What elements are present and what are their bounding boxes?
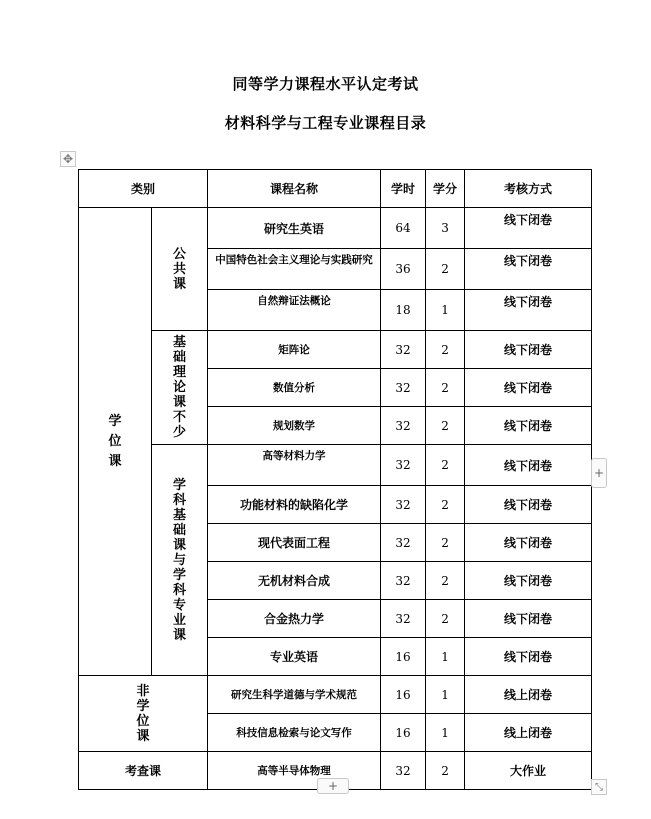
course-name: 无机材料合成 xyxy=(208,562,381,600)
course-hours: 16 xyxy=(381,676,426,714)
table-row xyxy=(79,208,592,249)
course-name: 自然辩证法概论 xyxy=(208,290,381,331)
course-credits: 2 xyxy=(426,562,465,600)
course-credits: 2 xyxy=(426,524,465,562)
course-name: 高等半导体物理 xyxy=(208,752,381,790)
course-name: 数值分析 xyxy=(208,369,381,407)
course-table xyxy=(78,169,592,790)
add-column-button[interactable]: + xyxy=(591,458,607,488)
course-hours: 64 xyxy=(381,208,426,249)
course-credits: 1 xyxy=(426,676,465,714)
course-assessment: 线下闭卷 xyxy=(465,638,592,676)
course-name: 中国特色社会主义理论与实践研究 xyxy=(208,249,381,290)
course-name: 矩阵论 xyxy=(208,331,381,369)
course-hours: 18 xyxy=(381,290,426,331)
course-name: 合金热力学 xyxy=(208,600,381,638)
course-credits: 3 xyxy=(426,208,465,249)
group-public-cell xyxy=(152,208,208,331)
group-non-degree-cell xyxy=(79,676,208,752)
course-assessment: 大作业 xyxy=(465,752,592,790)
group-elective-check-cell: 考查课 xyxy=(79,752,208,790)
header-assessment: 考核方式 xyxy=(465,170,592,208)
course-hours: 32 xyxy=(381,562,426,600)
group-public-label: 公共课 xyxy=(172,246,186,292)
group-basic-theory-label: 基础理论课不少 xyxy=(172,335,186,440)
course-assessment: 线下闭卷 xyxy=(465,208,592,249)
course-credits: 2 xyxy=(426,486,465,524)
add-row-button[interactable]: + xyxy=(317,778,349,794)
course-name: 高等材料力学 xyxy=(208,445,381,486)
course-name: 研究生科学道德与学术规范 xyxy=(208,676,381,714)
group-discipline-cell xyxy=(152,445,208,676)
header-category: 类别 xyxy=(79,170,208,208)
header-hours: 学时 xyxy=(381,170,426,208)
page-subtitle: 材料科学与工程专业课程目录 xyxy=(224,114,427,132)
course-credits: 2 xyxy=(426,600,465,638)
group-non-degree-label: 非学位课 xyxy=(136,683,150,744)
course-name: 功能材料的缺陷化学 xyxy=(208,486,381,524)
course-assessment: 线下闭卷 xyxy=(465,486,592,524)
table-row xyxy=(79,676,592,714)
course-credits: 1 xyxy=(426,714,465,752)
course-credits: 1 xyxy=(426,638,465,676)
course-name: 专业英语 xyxy=(208,638,381,676)
course-hours: 32 xyxy=(381,445,426,486)
group-discipline-label: 学科基础课与学科专业课 xyxy=(172,477,186,643)
course-credits: 2 xyxy=(426,445,465,486)
course-assessment: 线下闭卷 xyxy=(465,249,592,290)
header-credits: 学分 xyxy=(426,170,465,208)
course-credits: 2 xyxy=(426,369,465,407)
header-course-name: 课程名称 xyxy=(208,170,381,208)
course-hours: 32 xyxy=(381,524,426,562)
table-row xyxy=(79,331,592,369)
course-assessment: 线下闭卷 xyxy=(465,369,592,407)
course-credits: 2 xyxy=(426,752,465,790)
course-assessment: 线下闭卷 xyxy=(465,524,592,562)
course-assessment: 线下闭卷 xyxy=(465,600,592,638)
course-hours: 36 xyxy=(381,249,426,290)
course-name: 科技信息检索与论文写作 xyxy=(208,714,381,752)
course-name: 研究生英语 xyxy=(208,208,381,249)
course-name: 现代表面工程 xyxy=(208,524,381,562)
course-hours: 32 xyxy=(381,752,426,790)
course-hours: 16 xyxy=(381,714,426,752)
group-basic-theory-cell xyxy=(152,331,208,445)
course-assessment: 线下闭卷 xyxy=(465,407,592,445)
table-move-handle-icon[interactable]: ✥ xyxy=(60,151,76,167)
course-credits: 2 xyxy=(426,407,465,445)
course-name: 规划数学 xyxy=(208,407,381,445)
group-degree-label: 学位课 xyxy=(108,413,122,469)
course-hours: 32 xyxy=(381,331,426,369)
course-hours: 16 xyxy=(381,638,426,676)
course-hours: 32 xyxy=(381,369,426,407)
course-assessment: 线下闭卷 xyxy=(465,331,592,369)
course-assessment: 线下闭卷 xyxy=(465,290,592,331)
course-hours: 32 xyxy=(381,407,426,445)
course-assessment: 线上闭卷 xyxy=(465,676,592,714)
course-assessment: 线上闭卷 xyxy=(465,714,592,752)
course-credits: 1 xyxy=(426,290,465,331)
table-row xyxy=(79,445,592,486)
course-credits: 2 xyxy=(426,249,465,290)
page-title: 同等学力课程水平认定考试 xyxy=(232,75,419,93)
table-resize-handle-icon[interactable]: ⤡ xyxy=(591,779,607,795)
course-assessment: 线下闭卷 xyxy=(465,445,592,486)
group-degree-cell xyxy=(79,208,152,676)
table-header-row xyxy=(79,170,592,208)
course-hours: 32 xyxy=(381,486,426,524)
course-hours: 32 xyxy=(381,600,426,638)
course-credits: 2 xyxy=(426,331,465,369)
course-assessment: 线下闭卷 xyxy=(465,562,592,600)
